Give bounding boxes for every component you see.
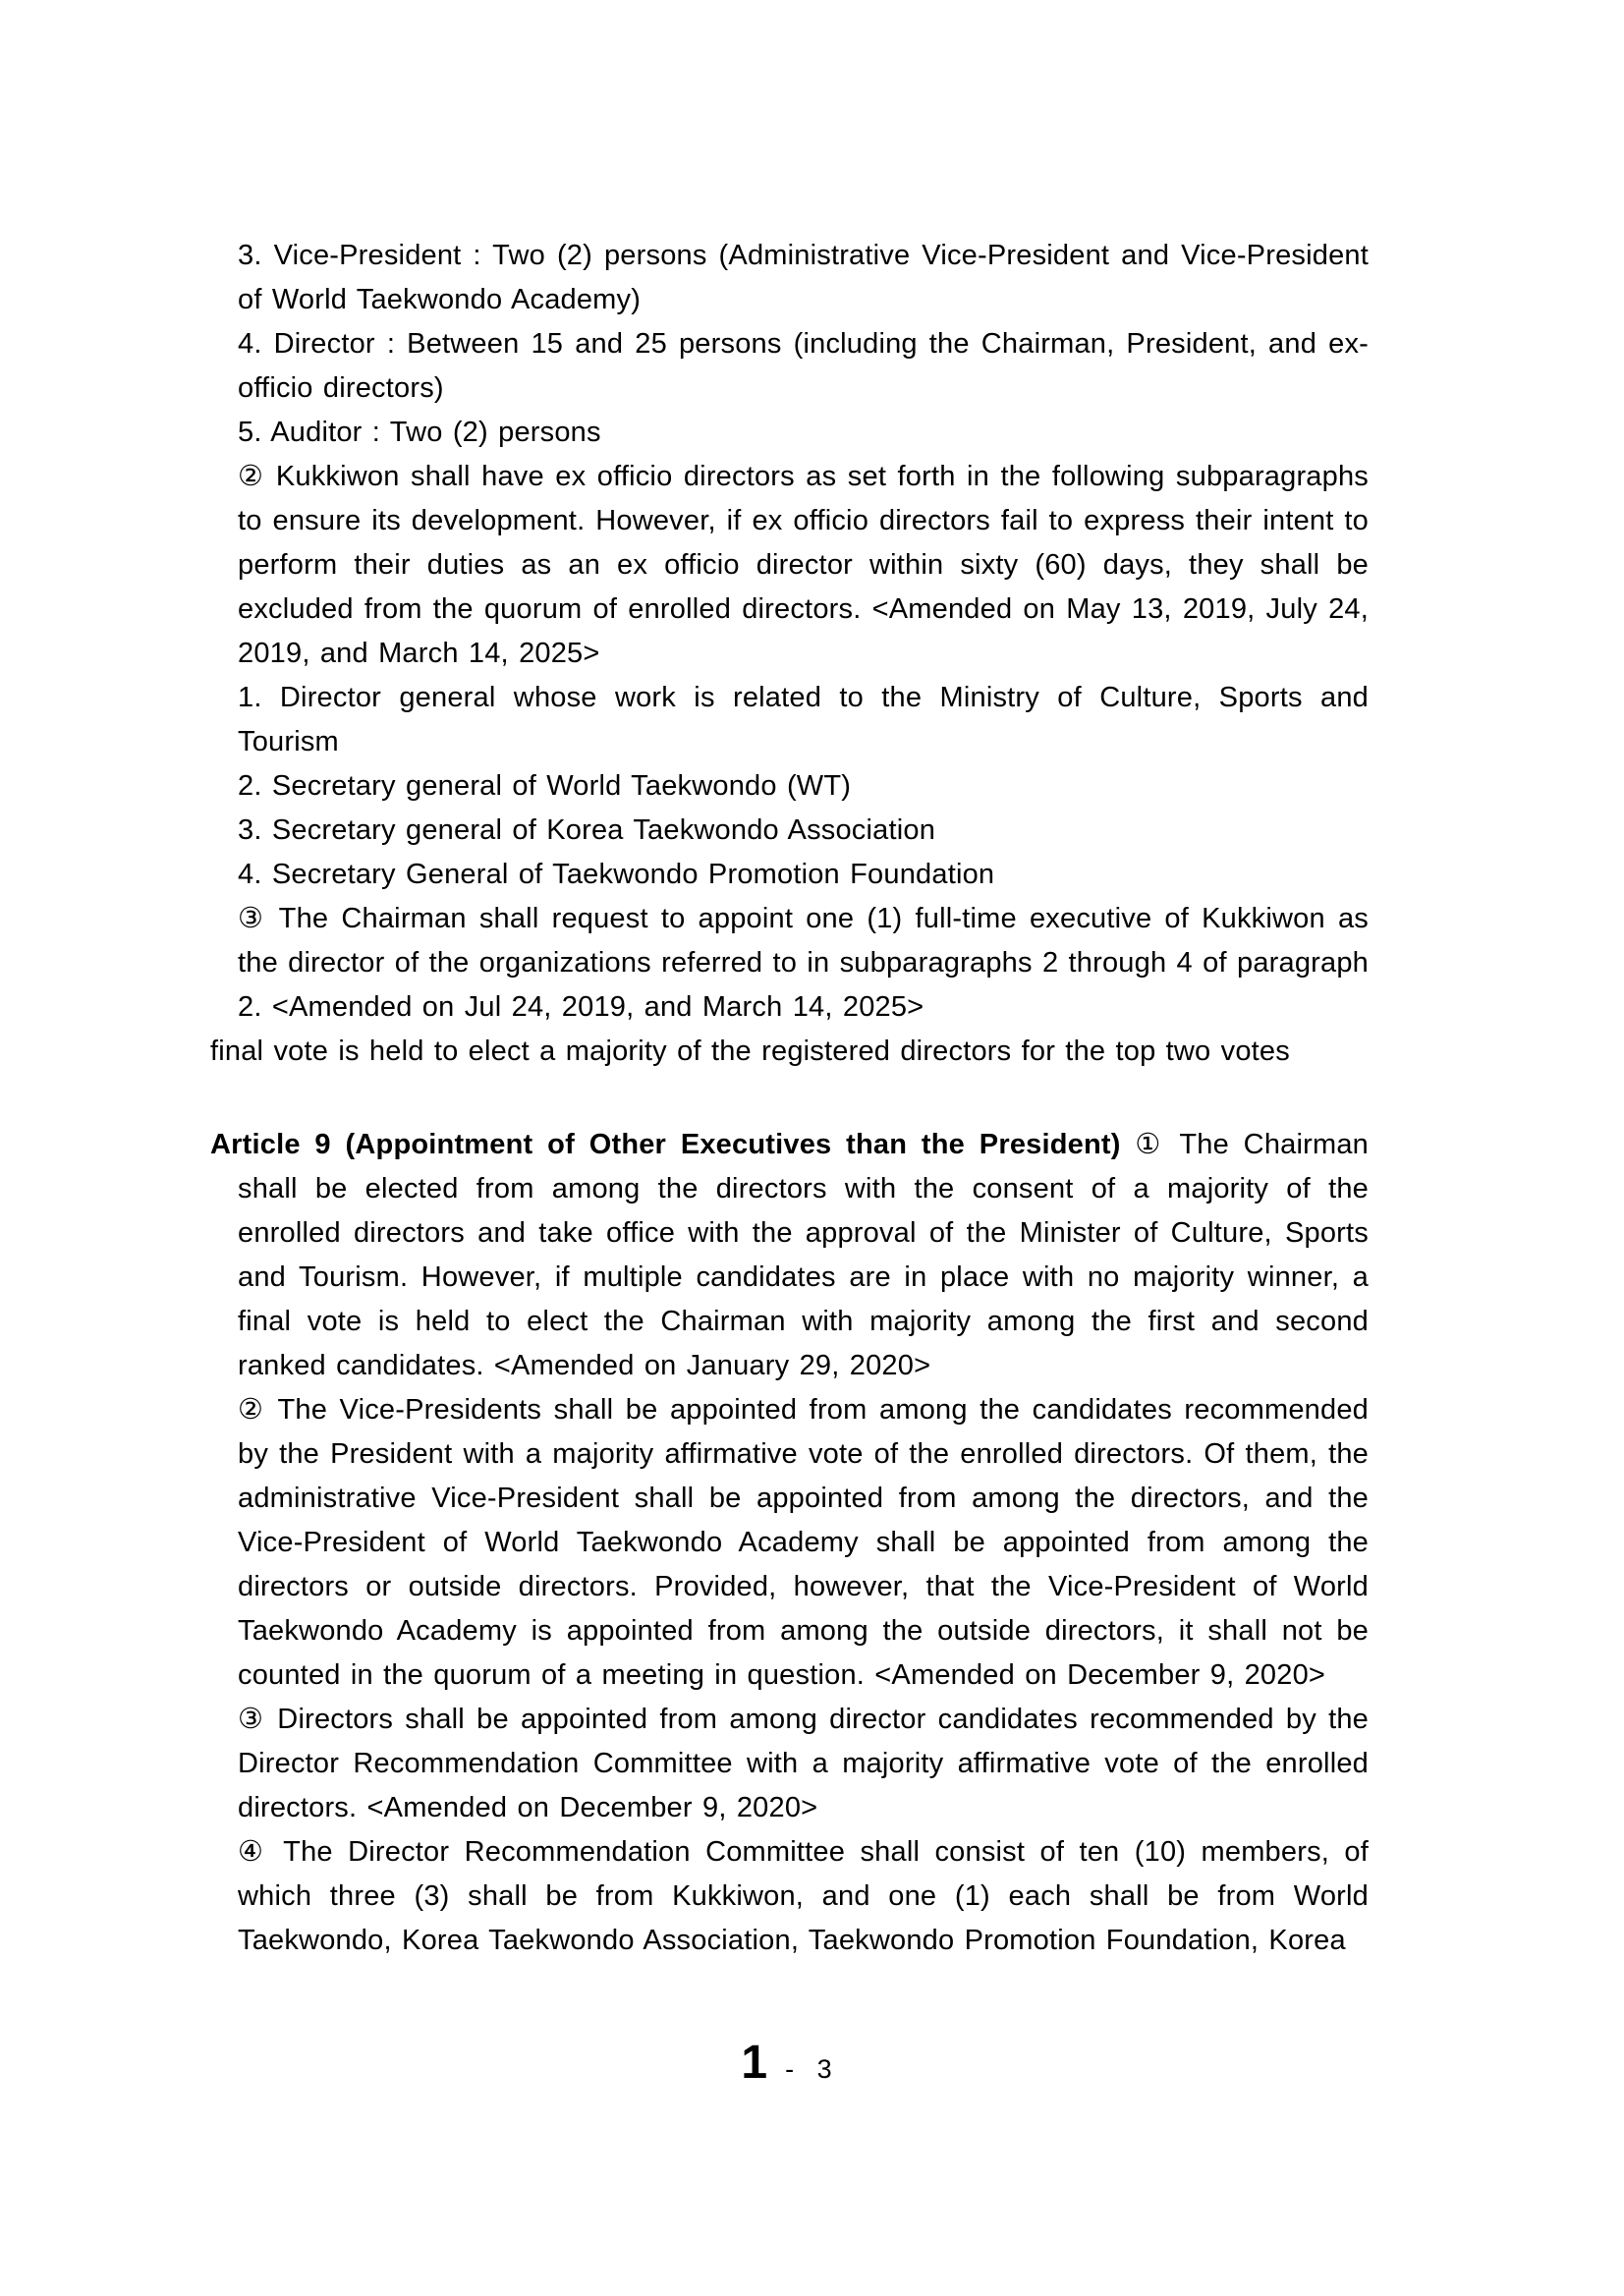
paragraph: 3. Vice-President : Two (2) persons (Administrative Vice-President and Vice-President of World Taekwondo Academy)	[238, 240, 1369, 315]
paragraph: ② The Vice-Presidents shall be appointed from among the candidates recommended by the President with a majority affirmative vote of the enrolled directors. Of them, the administrative Vice-President shall be appointed from among the directors, and the Vice-President of World Taekwondo Academy shall be appointed from among the directors or outside directors. Provided, however, that the Vice-President of World Taekwondo Academy is appointed from among the outside directors, it shall not be counted in the quorum of a meeting in question. <Amended on December 9, 2020>	[238, 1394, 1369, 1691]
paragraph: 4. Director : Between 15 and 25 persons (including the Chairman, President, and ex-officio directors)	[238, 328, 1369, 404]
page-number-small: - 3	[785, 2054, 840, 2084]
document-body	[0, 234, 1624, 1963]
paragraph: ② Kukkiwon shall have ex officio directors as set forth in the following subparagraphs to ensure its development. However, if ex officio directors fail to express their intent to perform their duties as an ex officio director within sixty (60) days, they shall be excluded from the quorum of enrolled directors. <Amended on May 13, 2019, July 24, 2019, and March 14, 2025>	[238, 461, 1369, 669]
paragraph: final vote is held to elect a majority of the registered directors for the top two votes	[210, 1036, 1290, 1067]
paragraph: ③ Directors shall be appointed from among director candidates recommended by the Director Recommendation Committee with a majority affirmative vote of the enrolled directors. <Amended on December 9, 2020>	[238, 1704, 1369, 1823]
paragraph: 2. Secretary general of World Taekwondo (WT)	[238, 770, 852, 802]
article-heading: Article 9 (Appointment of Other Executives than the President)	[210, 1129, 1121, 1160]
paragraph: Article 9 (Appointment of Other Executives than the President) ① The Chairman shall be elected from among the directors with the consent of a majority of the enrolled directors and take office with the approval of the Minister of Culture, Sports and Tourism. However, if multiple candidates are in place with no majority winner, a final vote is held to elect the Chairman with majority among the first and second ranked candidates. <Amended on January 29, 2020>	[210, 1129, 1369, 1381]
page-footer	[0, 2036, 1602, 2090]
paragraph: 3. Secretary general of Korea Taekwondo Association	[238, 814, 936, 846]
paragraph: 1. Director general whose work is related to the Ministry of Culture, Sports and Tourism	[238, 682, 1369, 757]
paragraph: 4. Secretary General of Taekwondo Promotion Foundation	[238, 859, 995, 890]
paragraph: 5. Auditor : Two (2) persons	[238, 417, 601, 448]
blank-line	[238, 1074, 1369, 1123]
paragraph: ④ The Director Recommendation Committee shall consist of ten (10) members, of which three (3) shall be from Kukkiwon, and one (1) each shall be from World Taekwondo, Korea Taekwondo Association, Taekwondo Promotion Foundation, Korea	[238, 1836, 1369, 1956]
page-number-large: 1	[741, 2037, 768, 2089]
paragraph: ③ The Chairman shall request to appoint one (1) full-time executive of Kukkiwon as the director of the organizations referred to in subparagraphs 2 through 4 of paragraph 2. <Amended on Jul 24, 2019, and March 14, 2025>	[238, 903, 1369, 1023]
